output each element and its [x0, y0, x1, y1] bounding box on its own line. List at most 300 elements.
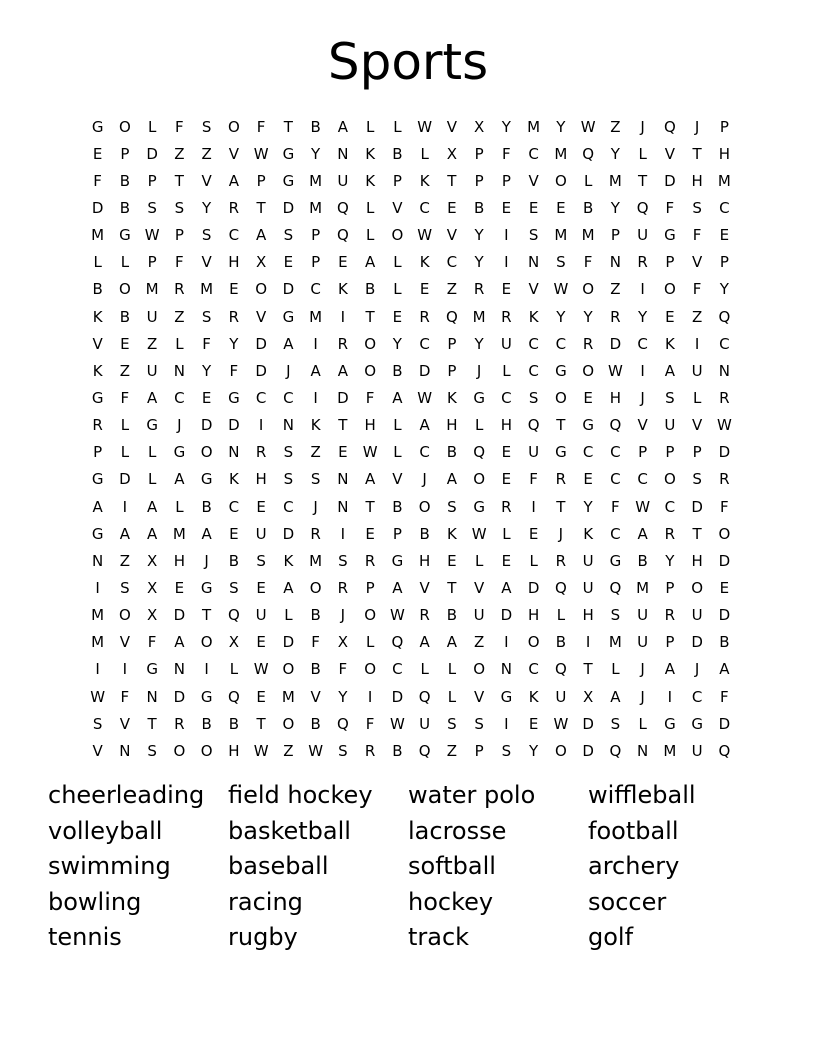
- grid-letter[interactable]: N: [609, 253, 621, 272]
- grid-letter[interactable]: E: [501, 443, 512, 462]
- grid-letter[interactable]: K: [228, 470, 239, 489]
- grid-letter[interactable]: D: [282, 633, 295, 652]
- grid-letter[interactable]: V: [201, 253, 212, 272]
- grid-letter[interactable]: V: [664, 144, 675, 163]
- grid-letter[interactable]: Y: [229, 334, 239, 353]
- grid-letter[interactable]: G: [555, 443, 567, 462]
- grid-letter[interactable]: I: [313, 334, 318, 353]
- grid-letter[interactable]: V: [92, 741, 103, 760]
- grid-letter[interactable]: I: [531, 497, 536, 516]
- grid-letter[interactable]: R: [337, 578, 349, 597]
- grid-letter[interactable]: A: [637, 524, 648, 543]
- grid-letter[interactable]: K: [283, 551, 294, 570]
- grid-letter[interactable]: E: [92, 144, 103, 163]
- grid-letter[interactable]: G: [282, 307, 295, 326]
- grid-letter[interactable]: H: [228, 741, 240, 760]
- grid-letter[interactable]: S: [610, 606, 621, 625]
- grid-letter[interactable]: L: [393, 280, 402, 299]
- grid-letter[interactable]: F: [175, 117, 184, 136]
- grid-letter[interactable]: A: [119, 524, 130, 543]
- grid-letter[interactable]: R: [337, 334, 349, 353]
- grid-letter[interactable]: C: [419, 198, 430, 217]
- grid-letter[interactable]: R: [501, 497, 512, 516]
- grid-letter[interactable]: U: [637, 633, 649, 652]
- grid-letter[interactable]: A: [146, 497, 158, 516]
- grid-letter[interactable]: Z: [174, 307, 185, 326]
- grid-letter[interactable]: L: [692, 388, 702, 407]
- grid-letter[interactable]: W: [635, 497, 651, 516]
- grid-letter[interactable]: Q: [582, 144, 595, 163]
- grid-letter[interactable]: D: [664, 171, 676, 190]
- grid-letter[interactable]: C: [528, 361, 539, 380]
- grid-letter[interactable]: E: [501, 470, 512, 489]
- grid-letter[interactable]: M: [527, 117, 541, 136]
- grid-letter[interactable]: F: [720, 497, 729, 516]
- grid-letter[interactable]: S: [447, 497, 457, 516]
- grid-letter[interactable]: A: [392, 578, 403, 597]
- grid-letter[interactable]: S: [474, 714, 484, 733]
- grid-letter[interactable]: V: [119, 633, 130, 652]
- grid-letter[interactable]: N: [282, 416, 294, 435]
- grid-letter[interactable]: O: [418, 497, 431, 516]
- grid-letter[interactable]: J: [640, 117, 645, 136]
- grid-letter[interactable]: R: [174, 714, 185, 733]
- grid-letter[interactable]: D: [282, 198, 295, 217]
- grid-letter[interactable]: L: [447, 687, 457, 706]
- grid-letter[interactable]: P: [365, 578, 375, 597]
- grid-letter[interactable]: L: [147, 470, 157, 489]
- grid-letter[interactable]: F: [583, 253, 593, 272]
- grid-letter[interactable]: C: [419, 443, 430, 462]
- grid-letter[interactable]: S: [665, 388, 675, 407]
- grid-letter[interactable]: E: [174, 578, 185, 597]
- grid-letter[interactable]: L: [420, 660, 429, 679]
- grid-letter[interactable]: V: [473, 578, 485, 597]
- grid-letter[interactable]: D: [282, 524, 295, 543]
- grid-letter[interactable]: K: [446, 524, 457, 543]
- grid-letter[interactable]: G: [282, 171, 295, 190]
- grid-letter[interactable]: U: [255, 524, 267, 543]
- grid-letter[interactable]: G: [609, 551, 622, 570]
- grid-letter[interactable]: I: [258, 416, 264, 435]
- grid-letter[interactable]: A: [310, 361, 321, 380]
- grid-letter[interactable]: U: [664, 416, 676, 435]
- grid-letter[interactable]: O: [118, 117, 131, 136]
- grid-letter[interactable]: R: [174, 280, 185, 299]
- grid-letter[interactable]: V: [201, 171, 212, 190]
- grid-letter[interactable]: D: [146, 144, 158, 163]
- grid-letter[interactable]: Q: [527, 416, 540, 435]
- grid-letter[interactable]: S: [283, 470, 294, 489]
- grid-letter[interactable]: W: [389, 714, 405, 733]
- grid-letter[interactable]: K: [446, 388, 457, 407]
- grid-letter[interactable]: Y: [610, 144, 620, 163]
- grid-letter[interactable]: M: [200, 280, 214, 299]
- grid-letter[interactable]: P: [638, 443, 648, 462]
- grid-letter[interactable]: A: [419, 416, 430, 435]
- grid-letter[interactable]: T: [283, 117, 293, 136]
- grid-letter[interactable]: V: [446, 226, 457, 245]
- grid-letter[interactable]: R: [473, 280, 485, 299]
- grid-letter[interactable]: L: [393, 253, 402, 272]
- grid-letter[interactable]: T: [365, 307, 375, 326]
- grid-letter[interactable]: G: [473, 388, 485, 407]
- grid-letter[interactable]: A: [283, 578, 294, 597]
- grid-letter[interactable]: R: [555, 470, 567, 489]
- grid-letter[interactable]: P: [147, 171, 157, 190]
- grid-letter[interactable]: P: [447, 334, 457, 353]
- grid-letter[interactable]: I: [640, 361, 645, 380]
- grid-letter[interactable]: X: [446, 144, 458, 163]
- grid-letter[interactable]: S: [283, 226, 294, 245]
- grid-letter[interactable]: O: [663, 470, 676, 489]
- grid-letter[interactable]: D: [391, 687, 404, 706]
- grid-letter[interactable]: O: [282, 714, 295, 733]
- grid-letter[interactable]: L: [120, 443, 130, 462]
- grid-letter[interactable]: W: [362, 443, 378, 462]
- grid-letter[interactable]: L: [93, 253, 102, 272]
- grid-letter[interactable]: W: [308, 741, 324, 760]
- grid-letter[interactable]: B: [719, 633, 730, 652]
- grid-letter[interactable]: I: [694, 334, 700, 353]
- grid-letter[interactable]: N: [146, 687, 158, 706]
- grid-letter[interactable]: D: [119, 470, 131, 489]
- grid-letter[interactable]: R: [228, 198, 240, 217]
- grid-letter[interactable]: Q: [391, 633, 404, 652]
- grid-letter[interactable]: L: [420, 144, 429, 163]
- grid-letter[interactable]: O: [582, 361, 595, 380]
- grid-letter[interactable]: E: [256, 633, 266, 652]
- grid-letter[interactable]: U: [555, 687, 567, 706]
- grid-letter[interactable]: R: [364, 551, 376, 570]
- grid-letter[interactable]: F: [120, 388, 130, 407]
- grid-letter[interactable]: G: [582, 416, 594, 435]
- grid-letter[interactable]: S: [556, 253, 566, 272]
- grid-letter[interactable]: E: [120, 334, 130, 353]
- grid-letter[interactable]: W: [553, 280, 569, 299]
- grid-letter[interactable]: U: [637, 606, 649, 625]
- grid-letter[interactable]: C: [637, 334, 648, 353]
- grid-letter[interactable]: A: [501, 578, 512, 597]
- grid-letter[interactable]: S: [283, 443, 294, 462]
- grid-letter[interactable]: C: [610, 470, 621, 489]
- grid-letter[interactable]: G: [200, 578, 213, 597]
- grid-letter[interactable]: H: [255, 470, 267, 489]
- grid-letter[interactable]: C: [310, 280, 321, 299]
- grid-letter[interactable]: Z: [146, 334, 158, 353]
- grid-letter[interactable]: T: [365, 497, 375, 516]
- grid-letter[interactable]: C: [719, 334, 730, 353]
- grid-letter[interactable]: N: [337, 497, 349, 516]
- grid-letter[interactable]: W: [389, 606, 405, 625]
- grid-letter[interactable]: E: [447, 198, 457, 217]
- grid-letter[interactable]: U: [146, 307, 158, 326]
- grid-letter[interactable]: M: [309, 551, 323, 570]
- grid-letter[interactable]: B: [392, 497, 403, 516]
- grid-letter[interactable]: E: [256, 687, 266, 706]
- grid-letter[interactable]: R: [719, 470, 730, 489]
- grid-letter[interactable]: N: [119, 741, 131, 760]
- grid-letter[interactable]: E: [665, 307, 675, 326]
- grid-letter[interactable]: Y: [338, 687, 348, 706]
- grid-letter[interactable]: B: [201, 497, 212, 516]
- grid-letter[interactable]: P: [447, 361, 457, 380]
- grid-letter[interactable]: S: [201, 307, 212, 326]
- grid-letter[interactable]: L: [638, 144, 647, 163]
- grid-letter[interactable]: P: [501, 171, 511, 190]
- grid-letter[interactable]: C: [446, 253, 458, 272]
- grid-letter[interactable]: C: [555, 334, 567, 353]
- grid-letter[interactable]: B: [392, 741, 403, 760]
- grid-letter[interactable]: E: [583, 388, 593, 407]
- grid-letter[interactable]: A: [719, 660, 730, 679]
- grid-letter[interactable]: D: [200, 416, 213, 435]
- grid-letter[interactable]: C: [528, 660, 539, 679]
- grid-letter[interactable]: J: [694, 117, 700, 136]
- grid-letter[interactable]: T: [202, 606, 212, 625]
- grid-letter[interactable]: H: [527, 606, 540, 625]
- grid-letter[interactable]: I: [204, 660, 209, 679]
- grid-letter[interactable]: E: [528, 524, 539, 543]
- grid-letter[interactable]: O: [554, 388, 567, 407]
- grid-letter[interactable]: P: [311, 226, 321, 245]
- grid-letter[interactable]: I: [667, 687, 673, 706]
- grid-letter[interactable]: Q: [227, 606, 240, 625]
- grid-letter[interactable]: Y: [501, 117, 511, 136]
- grid-letter[interactable]: M: [636, 578, 650, 597]
- grid-letter[interactable]: S: [201, 226, 212, 245]
- grid-letter[interactable]: F: [611, 497, 620, 516]
- grid-letter[interactable]: S: [692, 198, 702, 217]
- grid-letter[interactable]: M: [608, 171, 622, 190]
- grid-letter[interactable]: Q: [718, 741, 731, 760]
- grid-letter[interactable]: J: [204, 551, 209, 570]
- grid-letter[interactable]: A: [419, 633, 430, 652]
- grid-letter[interactable]: R: [610, 307, 621, 326]
- grid-letter[interactable]: Q: [663, 117, 676, 136]
- grid-letter[interactable]: L: [583, 171, 593, 190]
- grid-letter[interactable]: A: [610, 687, 621, 706]
- grid-letter[interactable]: C: [719, 198, 730, 217]
- grid-letter[interactable]: E: [719, 226, 730, 245]
- grid-letter[interactable]: D: [691, 633, 703, 652]
- grid-letter[interactable]: L: [556, 606, 566, 625]
- grid-letter[interactable]: P: [147, 253, 157, 272]
- grid-letter[interactable]: Q: [718, 307, 731, 326]
- grid-letter[interactable]: O: [663, 280, 676, 299]
- grid-letter[interactable]: O: [118, 606, 131, 625]
- grid-letter[interactable]: C: [610, 443, 621, 462]
- grid-letter[interactable]: O: [473, 470, 486, 489]
- grid-letter[interactable]: W: [253, 741, 269, 760]
- grid-letter[interactable]: D: [718, 443, 731, 462]
- grid-letter[interactable]: P: [719, 117, 729, 136]
- grid-letter[interactable]: O: [582, 280, 595, 299]
- grid-letter[interactable]: F: [311, 633, 320, 652]
- grid-letter[interactable]: F: [120, 687, 130, 706]
- grid-letter[interactable]: E: [501, 551, 512, 570]
- grid-letter[interactable]: G: [391, 551, 404, 570]
- grid-letter[interactable]: S: [120, 578, 130, 597]
- grid-letter[interactable]: F: [365, 388, 375, 407]
- grid-letter[interactable]: W: [471, 524, 487, 543]
- grid-letter[interactable]: F: [229, 361, 239, 380]
- grid-letter[interactable]: B: [228, 551, 240, 570]
- grid-letter[interactable]: S: [147, 741, 157, 760]
- grid-letter[interactable]: P: [692, 443, 702, 462]
- grid-letter[interactable]: E: [392, 307, 403, 326]
- grid-letter[interactable]: O: [473, 660, 486, 679]
- grid-letter[interactable]: A: [146, 524, 158, 543]
- grid-letter[interactable]: K: [365, 171, 376, 190]
- grid-letter[interactable]: F: [720, 687, 729, 706]
- grid-letter[interactable]: D: [173, 606, 186, 625]
- grid-letter[interactable]: M: [309, 171, 323, 190]
- grid-letter[interactable]: T: [338, 416, 348, 435]
- grid-letter[interactable]: X: [146, 578, 158, 597]
- grid-letter[interactable]: S: [256, 551, 266, 570]
- grid-letter[interactable]: S: [447, 714, 457, 733]
- grid-letter[interactable]: O: [364, 660, 377, 679]
- grid-letter[interactable]: N: [337, 470, 349, 489]
- grid-letter[interactable]: G: [555, 361, 567, 380]
- grid-letter[interactable]: C: [528, 334, 539, 353]
- grid-letter[interactable]: H: [582, 606, 594, 625]
- grid-letter[interactable]: V: [528, 280, 539, 299]
- grid-letter[interactable]: K: [310, 416, 321, 435]
- grid-letter[interactable]: U: [337, 171, 349, 190]
- grid-letter[interactable]: B: [310, 606, 321, 625]
- grid-letter[interactable]: Y: [719, 280, 729, 299]
- grid-letter[interactable]: S: [501, 741, 512, 760]
- grid-letter[interactable]: Y: [665, 551, 675, 570]
- grid-letter[interactable]: T: [447, 171, 457, 190]
- grid-letter[interactable]: R: [364, 741, 376, 760]
- grid-letter[interactable]: F: [256, 117, 266, 136]
- grid-letter[interactable]: G: [664, 714, 676, 733]
- grid-letter[interactable]: R: [310, 524, 321, 543]
- grid-letter[interactable]: Z: [119, 361, 131, 380]
- grid-letter[interactable]: K: [365, 144, 376, 163]
- grid-letter[interactable]: M: [581, 226, 595, 245]
- grid-letter[interactable]: L: [502, 361, 511, 380]
- grid-letter[interactable]: M: [309, 307, 323, 326]
- grid-letter[interactable]: A: [446, 633, 457, 652]
- grid-letter[interactable]: O: [173, 741, 186, 760]
- grid-letter[interactable]: Y: [392, 334, 402, 353]
- grid-letter[interactable]: U: [255, 606, 267, 625]
- grid-letter[interactable]: H: [718, 144, 731, 163]
- grid-letter[interactable]: Z: [310, 443, 321, 462]
- grid-letter[interactable]: O: [364, 334, 377, 353]
- grid-letter[interactable]: B: [555, 633, 567, 652]
- grid-letter[interactable]: B: [446, 606, 458, 625]
- grid-letter[interactable]: R: [255, 443, 267, 462]
- grid-letter[interactable]: I: [504, 633, 509, 652]
- grid-letter[interactable]: N: [173, 361, 185, 380]
- grid-letter[interactable]: J: [640, 687, 645, 706]
- grid-letter[interactable]: D: [255, 361, 267, 380]
- grid-letter[interactable]: L: [393, 117, 402, 136]
- grid-letter[interactable]: Y: [202, 198, 212, 217]
- grid-letter[interactable]: Z: [446, 741, 458, 760]
- grid-letter[interactable]: O: [200, 443, 213, 462]
- grid-letter[interactable]: A: [228, 171, 239, 190]
- grid-letter[interactable]: C: [255, 388, 267, 407]
- grid-letter[interactable]: R: [419, 606, 430, 625]
- grid-letter[interactable]: M: [608, 633, 622, 652]
- grid-letter[interactable]: M: [309, 198, 323, 217]
- grid-letter[interactable]: G: [146, 416, 158, 435]
- grid-letter[interactable]: X: [255, 253, 267, 272]
- grid-letter[interactable]: F: [692, 280, 702, 299]
- grid-letter[interactable]: B: [310, 714, 321, 733]
- grid-letter[interactable]: B: [310, 660, 321, 679]
- grid-letter[interactable]: K: [528, 307, 539, 326]
- grid-letter[interactable]: M: [717, 171, 731, 190]
- grid-letter[interactable]: S: [92, 714, 103, 733]
- grid-letter[interactable]: G: [91, 117, 104, 136]
- grid-letter[interactable]: H: [418, 551, 431, 570]
- grid-letter[interactable]: D: [718, 551, 731, 570]
- grid-letter[interactable]: U: [637, 226, 649, 245]
- grid-letter[interactable]: B: [119, 171, 131, 190]
- grid-letter[interactable]: E: [528, 198, 539, 217]
- grid-letter[interactable]: J: [313, 497, 318, 516]
- grid-letter[interactable]: V: [691, 253, 703, 272]
- grid-letter[interactable]: A: [337, 361, 348, 380]
- grid-letter[interactable]: L: [638, 714, 647, 733]
- grid-letter[interactable]: P: [311, 253, 321, 272]
- grid-letter[interactable]: A: [92, 497, 103, 516]
- grid-letter[interactable]: O: [718, 524, 731, 543]
- grid-letter[interactable]: S: [310, 470, 321, 489]
- grid-letter[interactable]: R: [719, 388, 730, 407]
- grid-letter[interactable]: U: [146, 361, 158, 380]
- grid-letter[interactable]: K: [92, 361, 103, 380]
- grid-letter[interactable]: V: [92, 334, 103, 353]
- grid-letter[interactable]: L: [365, 633, 375, 652]
- grid-letter[interactable]: Y: [610, 198, 620, 217]
- grid-letter[interactable]: B: [637, 551, 648, 570]
- grid-letter[interactable]: C: [610, 524, 621, 543]
- grid-letter[interactable]: E: [201, 388, 212, 407]
- grid-letter[interactable]: L: [120, 253, 130, 272]
- grid-letter[interactable]: Q: [336, 198, 349, 217]
- grid-letter[interactable]: K: [528, 687, 539, 706]
- grid-letter[interactable]: L: [175, 334, 184, 353]
- grid-letter[interactable]: E: [501, 280, 512, 299]
- grid-letter[interactable]: J: [640, 660, 645, 679]
- grid-letter[interactable]: I: [95, 660, 100, 679]
- grid-letter[interactable]: L: [365, 117, 375, 136]
- grid-letter[interactable]: M: [472, 307, 486, 326]
- grid-letter[interactable]: F: [365, 714, 375, 733]
- grid-letter[interactable]: C: [283, 497, 294, 516]
- grid-letter[interactable]: B: [392, 361, 403, 380]
- grid-letter[interactable]: T: [556, 416, 566, 435]
- grid-letter[interactable]: B: [228, 714, 240, 733]
- grid-letter[interactable]: O: [200, 741, 213, 760]
- grid-letter[interactable]: N: [500, 660, 512, 679]
- grid-letter[interactable]: H: [609, 388, 622, 407]
- grid-letter[interactable]: Q: [418, 741, 431, 760]
- grid-letter[interactable]: F: [175, 253, 184, 272]
- grid-letter[interactable]: B: [446, 443, 458, 462]
- grid-letter[interactable]: A: [364, 470, 376, 489]
- grid-letter[interactable]: E: [719, 578, 730, 597]
- grid-letter[interactable]: D: [500, 606, 513, 625]
